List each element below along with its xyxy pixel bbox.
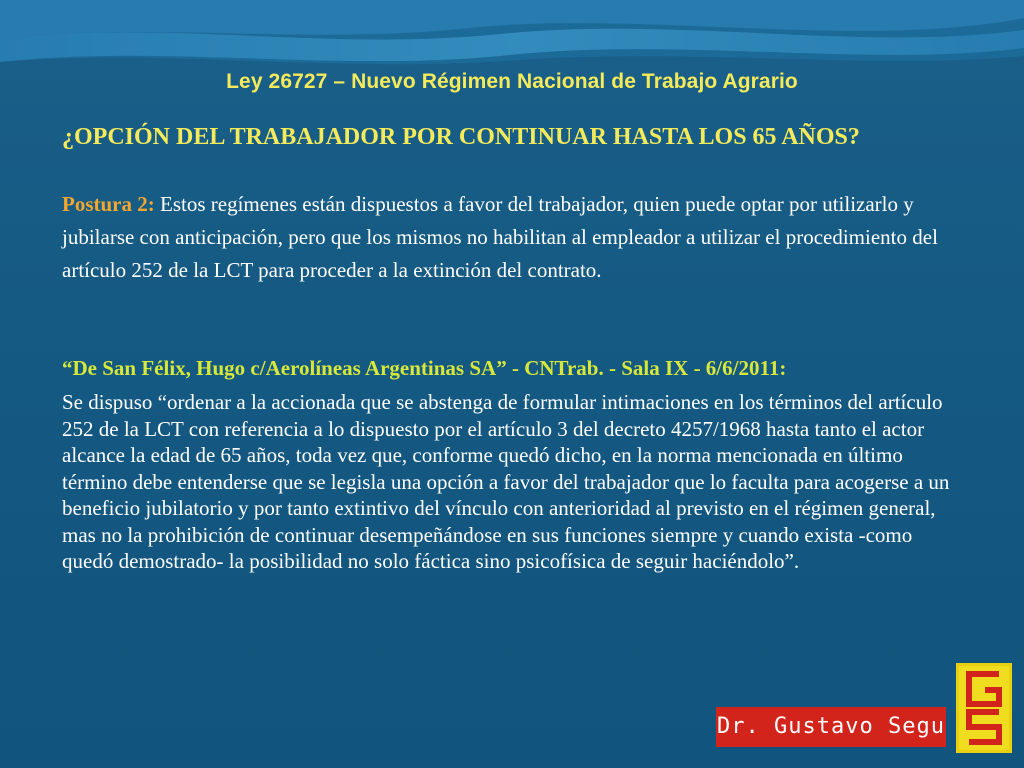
gs-monogram-logo — [956, 663, 1012, 753]
case-quote: Se dispuso “ordenar a la accionada que se abstenga de formular intimaciones en los términos del artículo 252 de la LCT con referencia a lo dispuesto por el artículo 3 del decreto 4257/1968 hasta tanto el actor alcance la edad de 65 años, toda vez que, conforme quedó dicho, en la norma mencionada en último término debe entenderse que se legisla una opción a favor del trabajador que lo faculta para acogerse a un beneficio jubilatorio y por tanto extintivo del vínculo con anterioridad al previsto en el régimen general, mas no la prohibición de continuar desempeñándose en sus funciones siempre y cuando exista -como quedó demostrado- la posibilidad no solo fáctica sino psicofísica de seguir haciéndolo”. — [62, 390, 950, 573]
posture-paragraph — [62, 188, 962, 287]
gs-logo-icon — [959, 666, 1009, 750]
author-signature: Dr. Gustavo Segu — [716, 707, 946, 747]
posture-text: Estos regímenes están dispuestos a favor del trabajador, quien puede optar por utilizarlo y jubilarse con anticipación, pero que los mismos no habilitan al empleador a utilizar el procedimiento del artículo 252 de la LCT para proceder a la extinción del contrato. — [62, 192, 938, 282]
posture-label: Postura 2: — [62, 192, 155, 216]
question-heading: ¿OPCIÓN DEL TRABAJADOR POR CONTINUAR HASTA LOS 65 AÑOS? — [62, 124, 860, 150]
slide-title: Ley 26727 – Nuevo Régimen Nacional de Trabajo Agrario — [226, 70, 798, 93]
header-wave-decoration — [0, 0, 1024, 80]
case-citation: “De San Félix, Hugo c/Aerolíneas Argentinas SA” - CNTrab. - Sala IX - 6/6/2011: — [62, 356, 787, 380]
